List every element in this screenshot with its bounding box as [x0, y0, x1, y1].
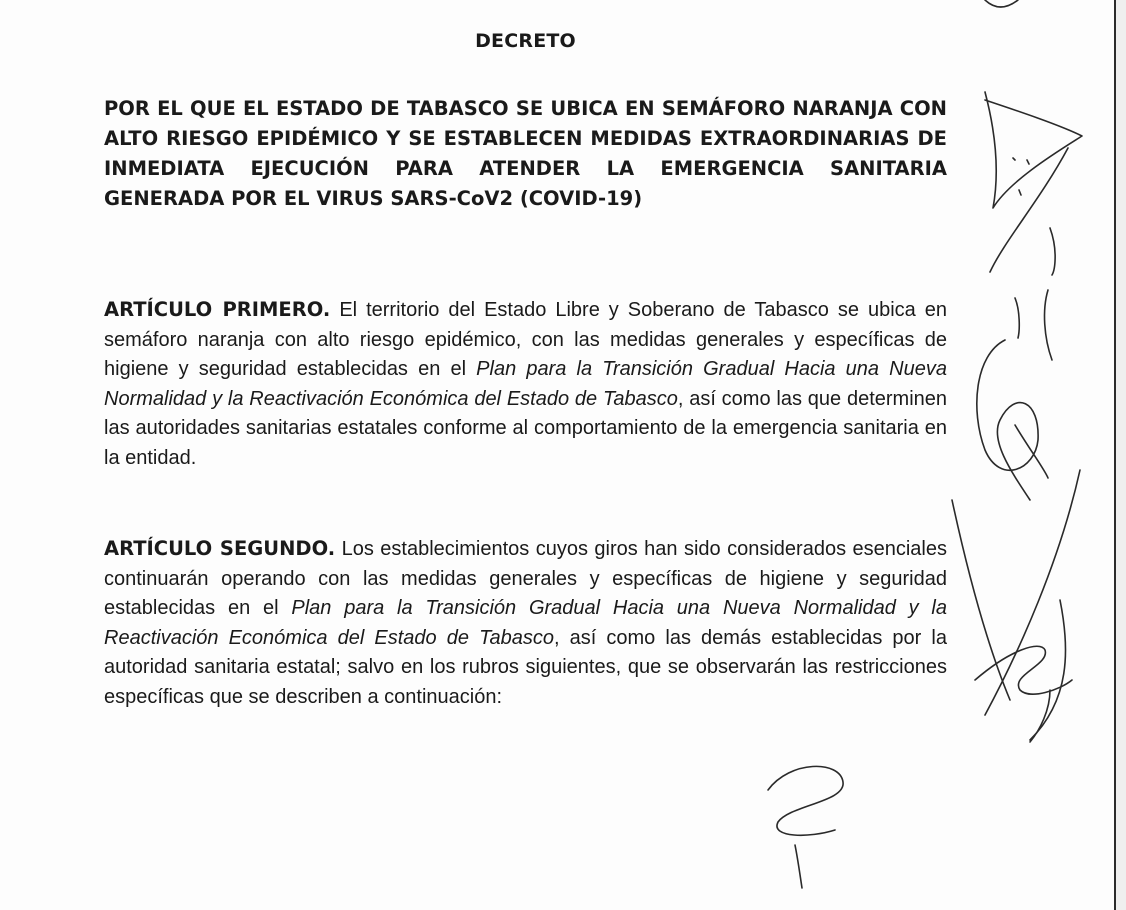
signature-stroke [977, 340, 1038, 500]
article-plan-title: Plan para la Transición Gradual Hacia una Nueva Normalidad y la Reactivación Económica del Estado de Tabasco [104, 358, 947, 410]
signature-stroke [990, 148, 1068, 272]
signature-stroke [1050, 228, 1055, 275]
signature-stroke [952, 500, 1010, 700]
article-primero [104, 295, 947, 473]
article-text: Los establecimientos cuyos giros han sido considerados esenciales continuarán operando con las medidas generales y específicas de higiene y seguridad establecidas en el [104, 538, 948, 619]
signature-stroke [1015, 425, 1048, 478]
article-text: , así como las que determinen las autoridades sanitarias estatales conforme al comportamiento de la emergencia sanitaria en la entidad. [104, 387, 948, 469]
signature-stroke [975, 646, 1072, 694]
signature-stroke [768, 766, 843, 835]
article-text: , así como las demás establecidas por la autoridad sanitaria estatal; salvo en los rubros siguientes, que se observarán las restricciones específicas que se describen a continuación: [104, 626, 947, 708]
article-plan-title: Plan para la Transición Gradual Hacia una Nueva Normalidad y la Reactivación Económica del Estado de Tabasco [104, 597, 947, 649]
document-subtitle: POR EL QUE EL ESTADO DE TABASCO SE UBICA EN SEMÁFORO NARANJA CON ALTO RIESGO EPIDÉMICO Y SE ESTABLECEN MEDIDAS EXTRAORDINARIAS DE INMEDIATA EJECUCIÓN PARA ATENDER LA EMERGENCIA SANITARIA GENERADA POR EL VIRUS SARS-CoV2 (COVID-19) [104, 97, 947, 210]
signature-stroke [1030, 690, 1050, 742]
signature-stroke [795, 845, 802, 888]
signature-stroke [1030, 600, 1066, 740]
signature-stroke [985, 470, 1080, 715]
page-edge-shade [1116, 0, 1126, 910]
document-title: DECRETO [475, 30, 576, 52]
article-text: El territorio del Estado Libre y Soberano de Tabasco se ubica en semáforo naranja con alto riesgo epidémico, con las medidas generales y específicas de higiene y seguridad establecidas en el [104, 299, 947, 380]
signature-stroke [1045, 290, 1052, 360]
article-segundo [104, 534, 947, 712]
signature-stroke [985, 92, 1082, 208]
article-heading: ARTÍCULO PRIMERO. [104, 298, 331, 321]
signature-stroke [1013, 158, 1029, 195]
signature-stroke [985, 0, 1018, 7]
article-heading: ARTÍCULO SEGUNDO. [104, 537, 336, 560]
signature-stroke [1015, 298, 1019, 338]
